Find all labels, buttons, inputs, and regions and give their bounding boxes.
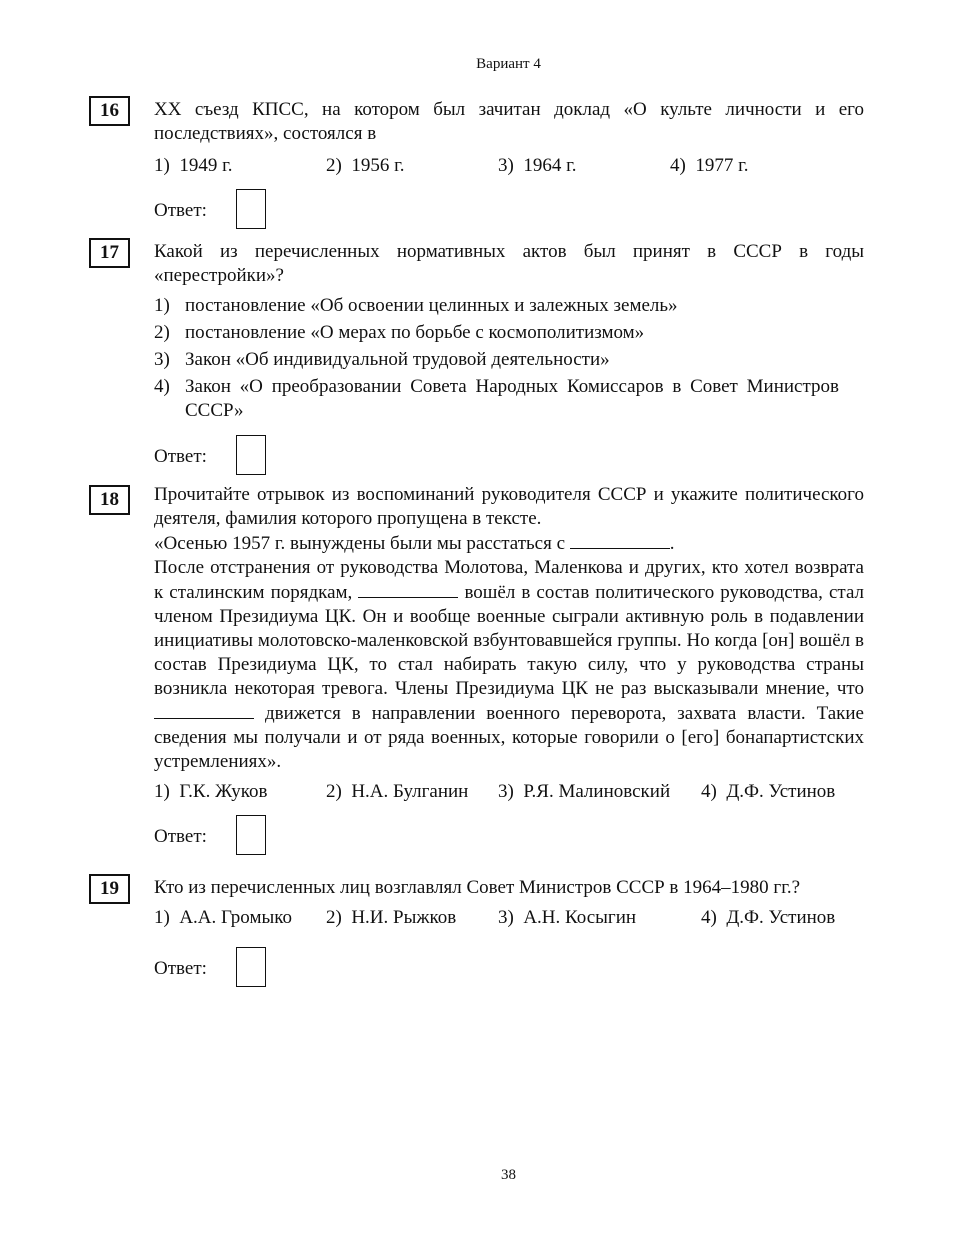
options-row (154, 154, 864, 178)
task-body (154, 483, 864, 857)
blank-line (154, 701, 254, 719)
option-2[interactable]: 2) Н.И. Рыжков (326, 907, 457, 928)
question-text: Прочитайте отрывок из воспоминаний руководителя СССР и укажите политического деятеля, фамилия которого пропущена в тексте. (154, 484, 864, 529)
answer-label: Ответ: (154, 446, 207, 467)
answer-label: Ответ: (154, 826, 207, 847)
option-3[interactable]: 3) А.Н. Косыгин (498, 907, 637, 928)
answer-area (154, 435, 864, 477)
task-body (154, 876, 864, 989)
quote-paragraph: После отстранения от руководства Молотова, Маленкова и других, кто хотел возврата к сталинским порядкам, вошёл в состав политического руководства, стал членом Президиума ЦК. Он и вообще военные сыграли активную роль в подавлении инициативы молотовско-маленковской взбунтовавшейся группы. Но когда [он] вошёл в состав Президиума ЦК, то стал набирать такую силу, что у руководства страны возникла некоторая тревога. Члены Президиума ЦК не раз высказывали мнение, что движется в направлении военного переворота, захвата власти. Такие сведения мы получали и от ряда военных, которые говорили о [его] бонапартистских устремлениях». (154, 557, 865, 772)
task-number: 19 (89, 874, 130, 904)
question-text: Какой из перечисленных нормативных актов был принят в СССР в годы «перестройки»? (154, 241, 864, 286)
answer-input-box[interactable] (236, 189, 266, 229)
option-2[interactable]: 2) 1956 г. (326, 155, 405, 176)
answer-area (154, 947, 864, 989)
page-number: 38 (501, 1167, 516, 1183)
option-4[interactable]: 4) Закон «О преобразовании Совета Народных Комиссаров в Совет Министров СССР» (154, 376, 839, 421)
option-4[interactable]: 4) 1977 г. (670, 155, 749, 176)
option-3[interactable]: 3) Р.Я. Малиновский (498, 781, 671, 802)
task-number: 16 (89, 96, 130, 126)
task-number: 18 (89, 485, 130, 515)
answer-area (154, 189, 864, 231)
task-body (154, 240, 864, 477)
option-3[interactable]: 3) Закон «Об индивидуальной трудовой деятельности» (154, 349, 610, 370)
options-row (154, 780, 864, 804)
option-2[interactable]: 2) Н.А. Булганин (326, 781, 469, 802)
answer-label: Ответ: (154, 958, 207, 979)
option-1[interactable]: 1) Г.К. Жуков (154, 781, 268, 802)
options-list (154, 294, 864, 423)
option-4[interactable]: 4) Д.Ф. Устинов (701, 781, 836, 802)
answer-input-box[interactable] (236, 815, 266, 855)
option-3[interactable]: 3) 1964 г. (498, 155, 577, 176)
option-2[interactable]: 2) постановление «О мерах по борьбе с космополитизмом» (154, 322, 645, 343)
answer-area (154, 815, 864, 857)
blank-line (570, 531, 670, 549)
answer-label: Ответ: (154, 200, 207, 221)
option-4[interactable]: 4) Д.Ф. Устинов (701, 907, 836, 928)
option-1[interactable]: 1) постановление «Об освоении целинных и залежных земель» (154, 295, 678, 316)
question-text: XX съезд КПСС, на котором был зачитан доклад «О культе личности и его последствиях», состоялся в (154, 99, 864, 144)
variant-header: Вариант 4 (476, 56, 541, 72)
option-1[interactable]: 1) А.А. Громыко (154, 907, 293, 928)
task-number: 17 (89, 238, 130, 268)
task-body (154, 98, 864, 231)
quote-first-line: «Осенью 1957 г. вынуждены были мы расстаться с . (154, 533, 675, 554)
answer-input-box[interactable] (236, 947, 266, 987)
question-text: Кто из перечисленных лиц возглавлял Совет Министров СССР в 1964–1980 гг.? (154, 877, 801, 898)
answer-input-box[interactable] (236, 435, 266, 475)
blank-line (358, 580, 458, 598)
option-1[interactable]: 1) 1949 г. (154, 155, 233, 176)
options-row (154, 906, 864, 930)
